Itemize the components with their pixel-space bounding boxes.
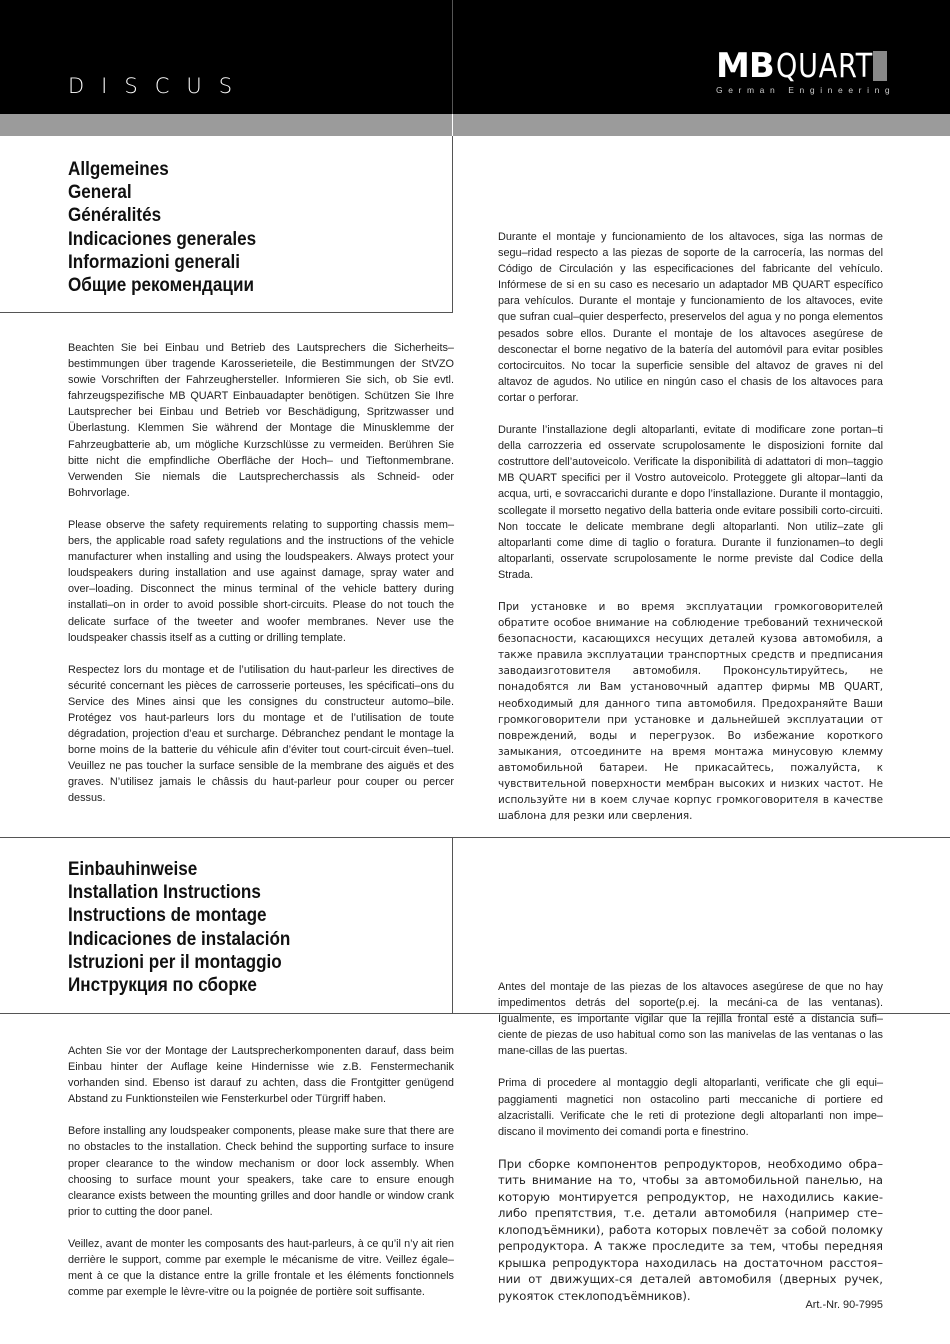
header-band — [0, 0, 950, 114]
gray-band-divider — [452, 114, 453, 136]
section1-text-it: Durante l’installazione degli altoparlanti, evitate di modificare zone portan–ti della carrozzeria ed osservate scrupolosamente le disposizioni fornite dal costruttore dell’autoveicolo. Verificate la disponibilità di adattatori di mon–taggio MB QUART specifici per il Vostro autoveicolo. Proteggete gli altopar–lanti da acqua, urti, e sovraccarichi durante e dopo l’installazione. Durante il montaggio, scollegate il morsetto negativo della batteria onde evitare possibili corto-circuiti. Non toccate le delicate membrane degli altoparlanti. Non utiliz–zate gli altoparlanti come dime di taglio o foratura. Durante il funzionamen–to degli altoparlanti, osservate scrupolosamente le norme previste dal Codice della Strada. — [498, 424, 883, 581]
section1-heading-box — [0, 136, 453, 313]
section1-heading-ru: Общие рекомендации — [68, 275, 254, 297]
logo-tagline: German Engineering — [716, 85, 896, 95]
section1-text-es: Durante el montaje y funcionamiento de los altavoces, siga las normas de segu–ridad respecto a las piezas de soporte de la carrocería, las normas del Código de Circulación y las especificaciones del fabricante del vehículo. Infórmese de si en su caso es necesario un adaptador MB QUART específico para vehículos. Durante el montaje y funcionamiento de los altavoces, evite que sufran cual–quier desperfecto, preservelos del agua y no ponga elementos pesados sobre ellos. Durante el montaje de los altavoces asegúrese de desconectar el borne negativo de la batería del automóvil para evitar posibles cortocircuitos. No tocar la superficie sensible del altavoz de graves ni del altavoz de agudos. No utilice en ningún caso el chasis de los altavoces para cortar o perforar. — [498, 231, 883, 404]
mb-quart-logo — [716, 46, 896, 98]
logo-mb: MB — [716, 46, 774, 86]
section2-right-column — [498, 979, 883, 1320]
section2-text-it: Prima di procedere al montaggio degli altoparlanti, verificate che gli equi–paggiamenti magnetici non ostacolino parti meccaniche di portiere ed alzacristalli. Verificate che le reti di protezione degli altoparlanti non impe–discano il movimento dei comandi porta e finestrino. — [498, 1077, 883, 1138]
section1-heading-es: Indicaciones generales — [68, 228, 257, 250]
header-divider — [452, 0, 453, 114]
product-title: DISCUS — [68, 74, 250, 98]
gray-band — [0, 114, 950, 136]
section2-heading-box — [0, 837, 453, 1014]
section2-text-de: Achten Sie vor der Montage der Lautsprecherkomponenten darauf, dass beim Einbau hinter der Auflage keine Hindernisse wie z.B. Fenstermechanik vorhanden sind. Ebenso ist darauf zu achten, dass die Frontgitter genügend Abstand zu Funktionsteilen wie Fensterkurbel oder Türgriff haben. — [68, 1045, 454, 1106]
section2-heading-fr: Instructions de montage — [68, 905, 267, 927]
section2-left-column — [68, 1043, 454, 1316]
section1-text-ru: При установке и во время эксплуатации громкоговорителей обратите особое внимание на соблюдение требований технической безопасности, касающихся несущих деталей кузова автомобиля, а также правила эксплуатации транспортных средств и предписания заводаизготовителя автомобиля. Проконсультируйтесь, не понадобятся ли Вам установочный адаптер фирмы MB QUART, необходимый для данного типа автомобиля. Предохраняйте Ваши громкоговорители при установке и дальнейшей эксплуатации от повреждений, воды и перегрузок. Во избежание короткого замыкания, отсоедините на время монтажа минусовую клемму автомобильной батареи. Не прикасайтесь, пожалуйста, к чувствительной поверхности мембран высоких и низких частот. Не используйте ни в коем случае корпус громкоговорителя в качестве шаблона для резки или сверления. — [498, 600, 883, 823]
section2-text-es: Antes del montaje de las piezas de los altavoces asegúrese de que no hay impedimentos detrás del soporte(p.ej. la mecáni-ca de las ventanas). Igualmente, es importante vigilar que la rejilla frontal esté a distancia sufi–ciente de piezas de uso habitual como son las manivelas de las ventanas o las mane-cillas de las puertas. — [498, 981, 883, 1058]
section2-text-en: Before installing any loudspeaker components, please make sure that there are no obstacles to the installation. Check behind the supporting surface to insure proper clearance to the window mechanism or door lock assembly. When choosing to surface mount your speakers, take care to ensure enough clearance exists between the mounting grilles and door handle or window crank prior to cutting the door panel. — [68, 1125, 454, 1218]
section1-heading-en: General — [68, 182, 132, 204]
section2-heading-en: Installation Instructions — [68, 882, 261, 904]
section2-heading-es: Indicaciones de instalación — [68, 928, 291, 950]
section1-heading-fr: Généralités — [68, 205, 162, 227]
section2-heading-ru: Инструкция по сборке — [68, 975, 257, 997]
section1-text-en: Please observe the safety requirements relating to supporting chassis mem–bers, the applicable road safety regulations and the instructions of the vehicle manufacturer when installing and using the loudspeakers. Always protect your loudspeakers during installation and use against damage, spray water and over–loading. Disconnect the minus terminal of the vehicle battery during installati–on in order to avoid possible short-circuits. Please do not touch the delicate surface of the tweeter and woofer membranes. Never use the loudspeaker chassis itself as a cutting or drilling template. — [68, 518, 454, 644]
logo-bar — [873, 51, 887, 81]
section1-right-column — [498, 229, 883, 840]
section1-heading-it: Informazioni generali — [68, 251, 240, 273]
section2-heading-de: Einbauhinweise — [68, 859, 198, 880]
article-number: Art.-Nr. 90-7995 — [805, 1299, 883, 1311]
section1-left-column — [68, 340, 454, 823]
section2-heading-it: Istruzioni per il montaggio — [68, 951, 282, 973]
section2-text-fr: Veillez, avant de monter les composants des haut-parleurs, à ce qu’il n’y ait rien derrière le support, comme par exemple le mécanisme de vitre. Veillez égale–ment à ce que la distance entre la grille frontale et les éléments fonctionnels comme par exemple le lèvre-vitre ou la poignée de portière soit suffisante. — [68, 1237, 454, 1299]
logo-quart: QUART — [776, 46, 874, 85]
section1-text-de: Beachten Sie bei Einbau und Betrieb des Lautsprechers die Sicherheits–bestimmungen über tragende Karosserieteile, die Bestimmungen der StVZO sowie Vorschriften der Fahrzeughersteller. Informieren Sie sich, ob Sie evtl. fahrzeugspezifische MB QUART Einbauadapter benötigen. Schützen Sie Ihre Lautsprecher bei Einbau und Betrieb vor Beschädigung, Spritzwasser und Überlastung. Klemmen Sie während der Montage die Minusklemme der Fahrzeugbatterie ab, um mögliche Kurzschlüsse zu vermeiden. Berühren Sie bitte nicht die empfindliche Oberfläche der Hoch– und Tieftonmembrane. Verwenden Sie niemals die Lautsprecherchassis als Schneid- oder Bohrvorlage. — [68, 342, 454, 499]
section1-heading-de: Allgemeines — [68, 159, 169, 180]
section2-text-ru: При сборке компонентов репродукторов, необходимо обра–тить внимание на то, чтобы за автомобильной панелью, на которую монтируется репродуктор, не находились какие-либо препятствия, т.е. детали автомобиля (например сте–клоподъёмники), работа которых повлечёт за собой поломку репродуктора. А также проследите за тем, чтобы передняя крышка репродуктора находилась на достаточном расстоя–нии от движущих-ся деталей автомобиля (дверных ручек, рукояток стеклоподъёмников). — [498, 1156, 883, 1303]
section1-text-fr: Respectez lors du montage et de l’utilisation du haut-parleur les directives de sécurité concernant les pièces de carrosserie porteuses, les spécificati–ons du Service des Mines ainsi que les consignes du constructeur automo–bile. Protégez vos haut-parleurs lors du montage et de l’utilisation de toute dégradation, projection d’eau et surcharge. Débranchez pendant le montage la borne moins de la batterie du véhicule afin d’éviter tout court-circuit éven–tuel. Veuillez ne pas toucher la surface sensible de la membrane des aiguës et des graves. N’utilisez jamais le châssis du haut-parleur pour couper ou percer dessus. — [68, 663, 454, 805]
